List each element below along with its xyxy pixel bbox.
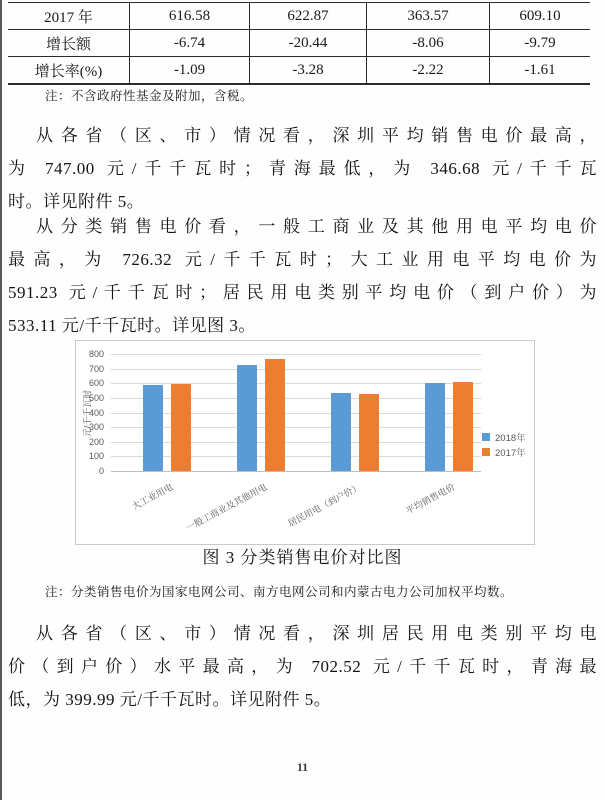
text-line: 591.23 元/千千瓦时；居民用电类别平均电价（到户价）为 [8, 283, 597, 302]
x-axis-label: 一般工商业及其他用电 [184, 481, 269, 533]
bar-2017年 [265, 359, 285, 471]
table-cell: -3.28 [250, 57, 367, 83]
scan-edge-line [0, 0, 2, 800]
y-tick-label: 500 [88, 392, 104, 403]
y-tick-label: 600 [88, 378, 104, 389]
x-axis-label: 居民用电（到户价） [286, 481, 363, 529]
legend-swatch [482, 448, 490, 456]
bar-2018年 [237, 365, 257, 471]
text-line: 低，为 399.99 元/千千瓦时。详见附件 5。 [8, 690, 332, 709]
legend-label: 2018年 [495, 432, 526, 444]
table-cell: 增长率(%) [8, 57, 130, 83]
y-tick-label: 800 [88, 349, 104, 359]
paragraph-resident-price [8, 617, 597, 716]
table-cell: -1.61 [524, 61, 556, 78]
y-tick-label: 0 [98, 466, 104, 476]
gridline [111, 369, 481, 370]
table-row [8, 30, 590, 57]
x-axis-label: 平均销售电价 [404, 481, 457, 516]
chart-legend [482, 429, 526, 459]
price-table [8, 2, 590, 85]
bar-chart [75, 340, 535, 545]
text-line: 533.11 元/千千瓦时。详见图 3。 [8, 316, 256, 335]
table-cell: 增长额 [8, 30, 130, 56]
legend-item [482, 429, 526, 444]
text-line: 从各省（区、市）情况看，深圳居民用电类别平均电 [36, 624, 597, 643]
text-line: 时。详见附件 5。 [8, 192, 145, 211]
legend-item [482, 444, 526, 459]
table-cell: -2.22 [367, 57, 490, 83]
y-tick-label: 700 [88, 363, 104, 374]
legend-swatch [482, 433, 490, 441]
table-cell: -20.44 [250, 30, 367, 56]
table-cell: -8.06 [367, 30, 490, 56]
bar-2018年 [425, 383, 445, 471]
chart-note: 注：分类销售电价为国家电网公司、南方电网公司和内蒙古电力公司加权平均数。 [45, 585, 514, 599]
paragraph-category-sales-price [8, 210, 597, 342]
table-cell: 363.57 [367, 3, 490, 29]
table-cell: -1.09 [130, 57, 250, 83]
y-tick-label: 200 [88, 436, 104, 447]
text-line: 最高，为 726.32 元/千千瓦时；大工业用电平均电价为 [8, 250, 597, 269]
text-line: 为 747.00 元/千千瓦时；青海最低，为 346.68 元/千千瓦 [8, 159, 597, 178]
x-axis-label: 大工业用电 [130, 481, 175, 512]
bar-2018年 [331, 393, 351, 471]
table-cell: 616.58 [130, 3, 250, 29]
y-tick-label: 400 [88, 407, 104, 418]
gridline [111, 354, 481, 355]
bar-2017年 [359, 394, 379, 471]
gridline [111, 471, 481, 472]
table-row [8, 3, 590, 30]
table-cell: 2017 年 [8, 3, 130, 29]
paragraph-province-sales-price [8, 119, 597, 218]
table-cell: 609.10 [519, 7, 561, 24]
bar-2017年 [453, 382, 473, 471]
figure-caption: 图 3 分类销售电价对比图 [202, 548, 403, 567]
y-tick-label: 300 [88, 422, 104, 433]
table-cell: -6.74 [130, 30, 250, 56]
table-note: 注：不含政府性基金及附加，含税。 [45, 89, 254, 103]
text-line: 从分类销售电价看，一般工商业及其他用电平均电价 [36, 217, 597, 236]
table-row [8, 57, 590, 83]
table-cell: 622.87 [250, 3, 367, 29]
text-line: 价（到户价）水平最高，为 702.52 元/千千瓦时，青海最 [8, 657, 597, 676]
bar-2017年 [171, 384, 191, 471]
legend-label: 2017年 [495, 447, 526, 459]
y-tick-label: 100 [88, 451, 104, 462]
y-axis-title: 元/千千瓦时 [82, 389, 93, 438]
table-cell: -9.79 [524, 34, 556, 51]
text-line: 从各省（区、市）情况看，深圳平均销售电价最高， [36, 126, 597, 145]
page-number: 11 [296, 760, 309, 774]
bar-2018年 [143, 385, 163, 471]
